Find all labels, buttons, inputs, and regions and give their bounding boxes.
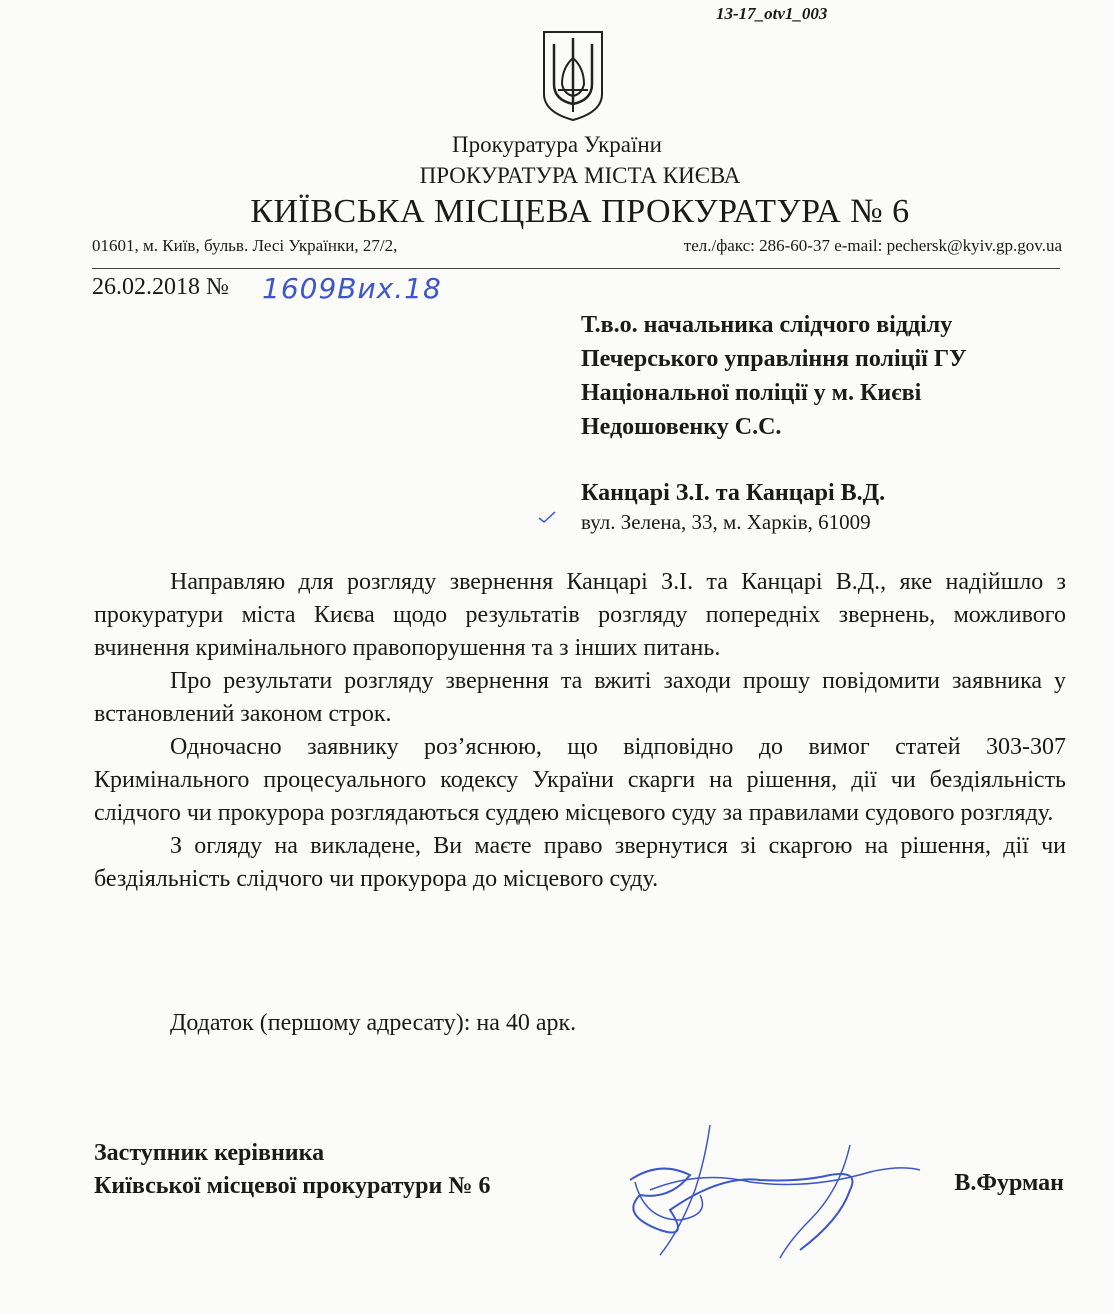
pen-tick-mark-icon — [538, 510, 556, 524]
letter-date: 26.02.2018 № — [92, 274, 229, 300]
org-line-ukraine: Прокуратура України — [452, 132, 662, 157]
recipient-line: Національної поліції у м. Києві — [581, 380, 922, 406]
signatory-title-line: Заступник керівника — [94, 1140, 325, 1166]
recipient-line: Недошовенку С.С. — [581, 414, 782, 440]
org-contacts: тел./факс: 286-60-37 e-mail: pechersk@kyiv.gp.gov.ua — [683, 236, 1062, 255]
body-paragraph: Про результати розгляду звернення та вжиті заходи прошу повідомити заявника у встановлений законом строк. — [94, 668, 1066, 727]
attachment-note: Додаток (першому адресату): на 40 арк. — [170, 1010, 577, 1036]
recipient-line: Т.в.о. начальника слідчого відділу — [581, 312, 953, 338]
recipient-line: Печерського управління поліції ГУ — [581, 346, 967, 372]
org-address: 01601, м. Київ, бульв. Лесі Українки, 27/2, — [92, 236, 398, 255]
letter-body — [94, 566, 1066, 896]
header-divider — [92, 268, 1060, 269]
recipient-applicant-address: вул. Зелена, 33, м. Харків, 61009 — [581, 510, 871, 534]
org-line-local: КИЇВСЬКА МІСЦЕВА ПРОКУРАТУРА № 6 — [250, 193, 910, 230]
body-paragraph: Направляю для розгляду звернення Канцарі З.І. та Канцарі В.Д., яке надійшло з прокуратури міста Києва щодо результатів розгляду попередніх звернень, можливого вчинення кримінального правопорушення та з інших питань. — [94, 569, 1066, 661]
handwritten-reg-number: 1609Вих.18 — [262, 272, 442, 305]
signatory-title-line: Київської місцевої прокуратури № 6 — [94, 1173, 491, 1199]
document-code: 13-17_otv1_003 — [716, 4, 828, 23]
signatory-name: В.Фурман — [954, 1170, 1064, 1196]
trident-emblem-icon — [540, 28, 606, 124]
signatory-title — [94, 1137, 490, 1203]
body-paragraph: З огляду на викладене, Ви маєте право звернутися зі скаргою на рішення, дії чи бездіяльність слідчого чи прокурора до місцевого суду. — [94, 833, 1066, 892]
body-paragraph: Одночасно заявнику роз’яснюю, що відповідно до вимог статей 303-307 Кримінального процесуального кодексу України скарги на рішення, дії чи бездіяльність слідчого чи прокурора розглядаються суддею місцевого суду за правилами судового розгляду. — [94, 734, 1066, 826]
handwritten-signature — [600, 1120, 930, 1260]
org-line-city: ПРОКУРАТУРА МІСТА КИЄВА — [419, 163, 741, 188]
recipient-police — [581, 308, 967, 444]
recipient-applicant-name: Канцарі З.І. та Канцарі В.Д. — [581, 480, 886, 506]
